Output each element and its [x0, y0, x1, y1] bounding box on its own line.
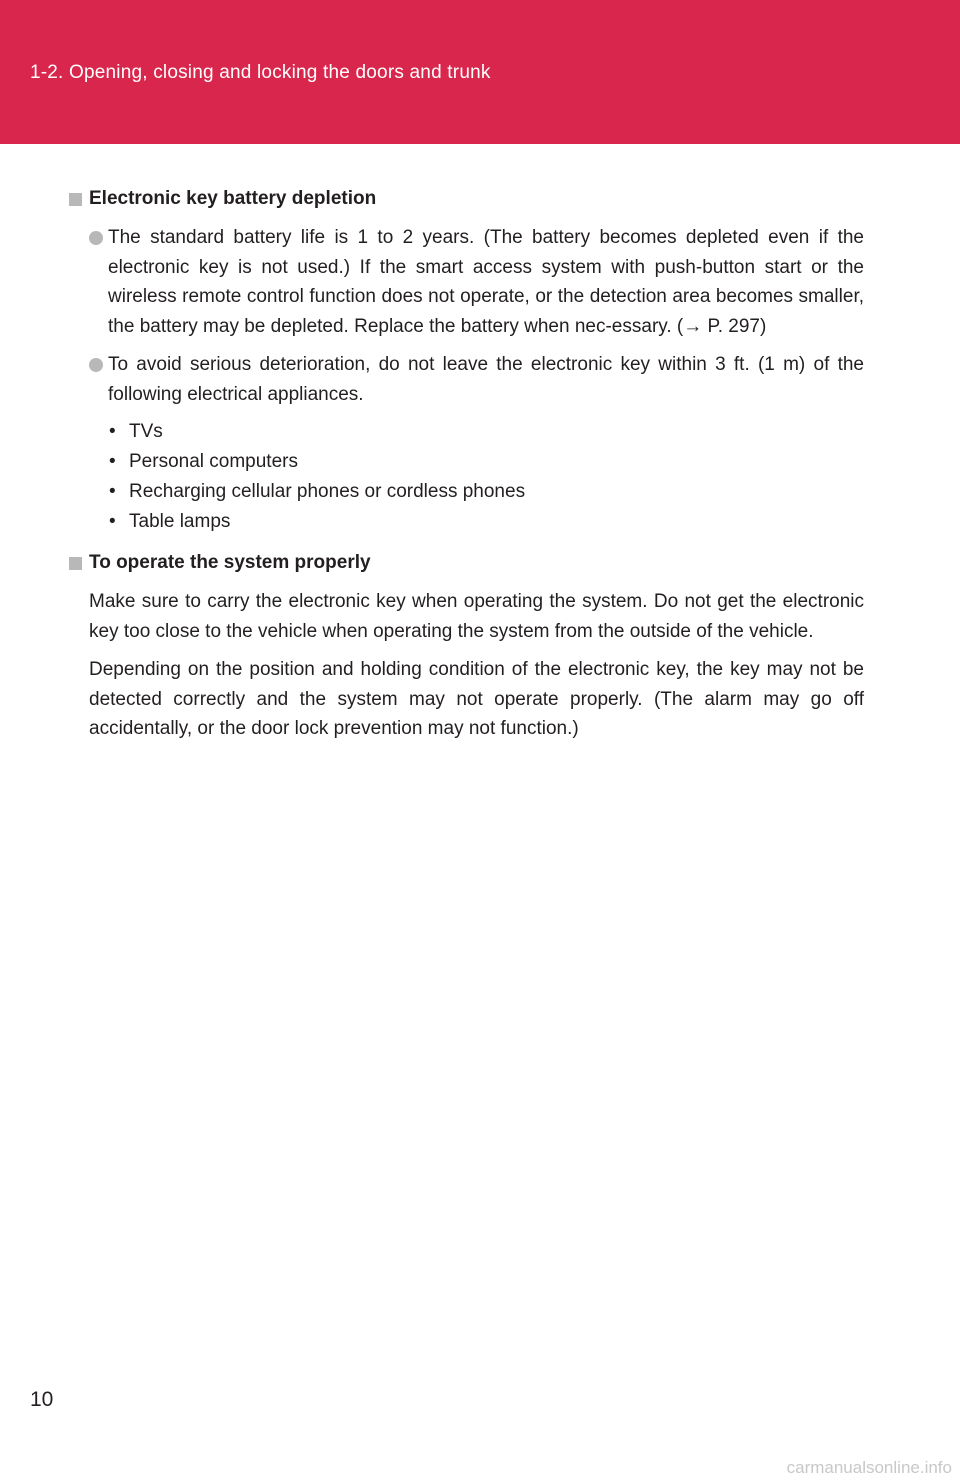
- body-paragraph: Depending on the position and holding condition of the electronic key, the key may not be detected correctly and the system may not operate properly. (The alarm may go off accidentally, or the door lock prevention may not function.): [89, 659, 864, 739]
- section-heading: [69, 548, 864, 578]
- circle-bullet-icon: [89, 358, 103, 372]
- watermark: carmanualsonline.info: [786, 1458, 952, 1477]
- square-bullet-icon: [69, 193, 82, 206]
- list-item-text: Personal computers: [129, 451, 298, 472]
- dot-bullet-icon: •: [109, 421, 116, 442]
- page-number: 10: [30, 1388, 54, 1411]
- dot-bullet-icon: •: [109, 451, 116, 472]
- list-item-text: Recharging cellular phones or cordless phones: [129, 481, 526, 502]
- list-item: [109, 447, 864, 477]
- section-heading: [69, 184, 864, 214]
- list-item-text: TVs: [129, 421, 163, 442]
- circle-bullet-icon: [89, 231, 103, 245]
- heading-text: Electronic key battery depletion: [89, 188, 377, 209]
- list-item: [109, 507, 864, 537]
- section-title: 1-2. Opening, closing and locking the doors and trunk: [30, 62, 491, 83]
- list-item: [109, 477, 864, 507]
- page-content: [69, 184, 864, 744]
- bullet-text: The standard battery life is 1 to 2 years. (The battery becomes depleted even if the electronic key is not used.) If the smart access system with push-button start or the wireless remote control function does not operate, or the detection area becomes smaller, the battery may be depleted. Replace the battery when nec-essary. (→ P. 297): [108, 227, 864, 337]
- dot-bullet-icon: •: [109, 481, 116, 502]
- dot-bullet-icon: •: [109, 511, 116, 532]
- appliance-list: [69, 417, 864, 537]
- bullet-item: [69, 223, 864, 341]
- list-item-text: Table lamps: [129, 511, 231, 532]
- heading-text: To operate the system properly: [89, 552, 371, 573]
- bullet-text: To avoid serious deterioration, do not leave the electronic key within 3 ft. (1 m) of the following electrical appliances.: [108, 354, 864, 405]
- header-band: [0, 0, 960, 144]
- square-bullet-icon: [69, 557, 82, 570]
- bullet-item: [69, 350, 864, 409]
- body-paragraph: Make sure to carry the electronic key when operating the system. Do not get the electronic key too close to the vehicle when operating the system from the outside of the vehicle.: [89, 591, 864, 642]
- list-item: [109, 417, 864, 447]
